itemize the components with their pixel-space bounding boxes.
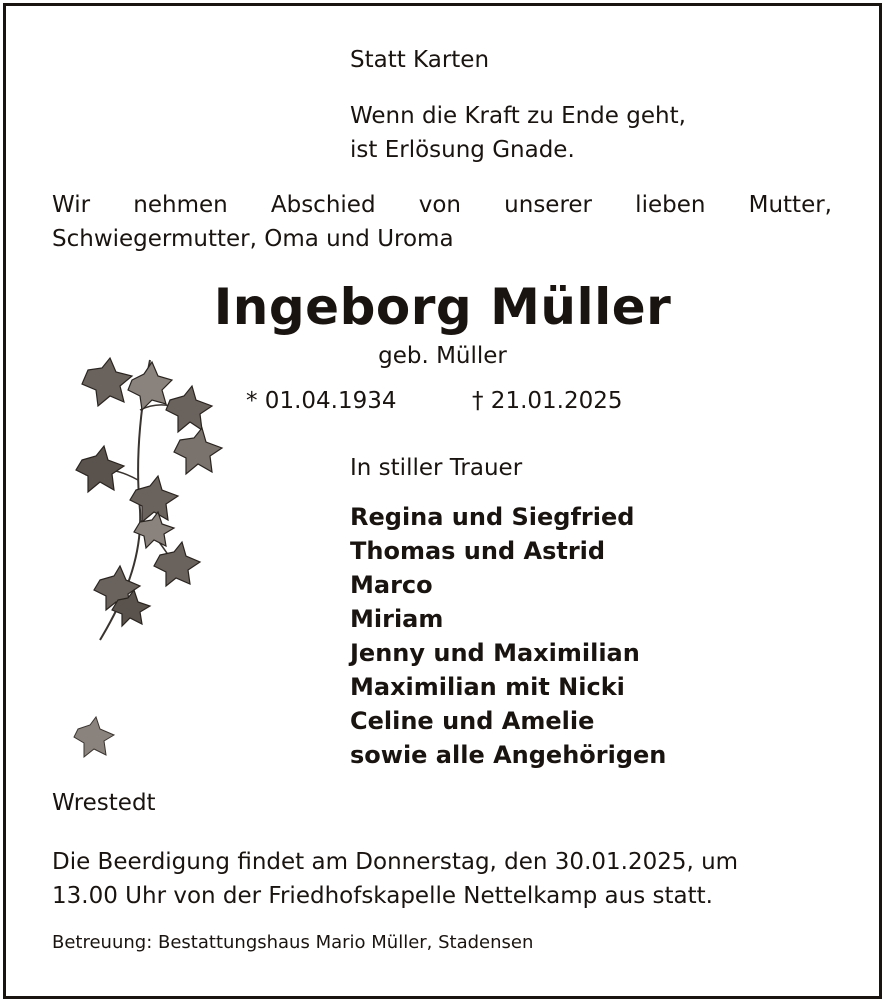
funeral-home-credit: Betreuung: Bestattungshaus Mario Müller, Stadensen xyxy=(52,932,534,953)
ivy-vine-icon xyxy=(40,350,240,650)
funeral-line-2: 13.00 Uhr von der Friedhofskapelle Nettelkamp aus statt. xyxy=(52,883,713,909)
header-statt-karten: Statt Karten xyxy=(350,47,490,73)
mourner-name: Miriam xyxy=(350,605,444,633)
intro-line-2: Schwiegermutter, Oma und Uroma xyxy=(52,226,454,252)
mourners-list xyxy=(350,500,666,772)
birth-date: * 01.04.1934 xyxy=(246,388,397,414)
mourner-name: Marco xyxy=(350,571,433,599)
ivy-leaf-icon xyxy=(72,715,122,760)
place-name: Wrestedt xyxy=(52,790,156,816)
quote-line-2: ist Erlösung Gnade. xyxy=(350,137,575,163)
mourner-name: Celine und Amelie xyxy=(350,707,595,735)
mourner-name: Jenny und Maximilian xyxy=(350,639,640,667)
mourner-name: Thomas und Astrid xyxy=(350,537,606,565)
mourner-name: sowie alle Angehörigen xyxy=(350,741,667,769)
funeral-line-1: Die Beerdigung findet am Donnerstag, den 30.01.2025, um xyxy=(52,849,739,875)
funeral-info xyxy=(52,845,842,913)
mourner-name: Regina und Siegfried xyxy=(350,503,635,531)
mourner-name: Maximilian mit Nicki xyxy=(350,673,625,701)
intro-text xyxy=(52,188,832,256)
intro-line-1: Wir nehmen Abschied von unserer lieben Mutter, xyxy=(52,192,832,218)
quote-line-1: Wenn die Kraft zu Ende geht, xyxy=(350,103,686,129)
deceased-name: Ingeborg Müller xyxy=(213,278,672,336)
mourning-phrase: In stiller Trauer xyxy=(350,455,523,481)
birth-name-text: geb. Müller xyxy=(378,343,507,369)
death-date: † 21.01.2025 xyxy=(472,388,623,414)
